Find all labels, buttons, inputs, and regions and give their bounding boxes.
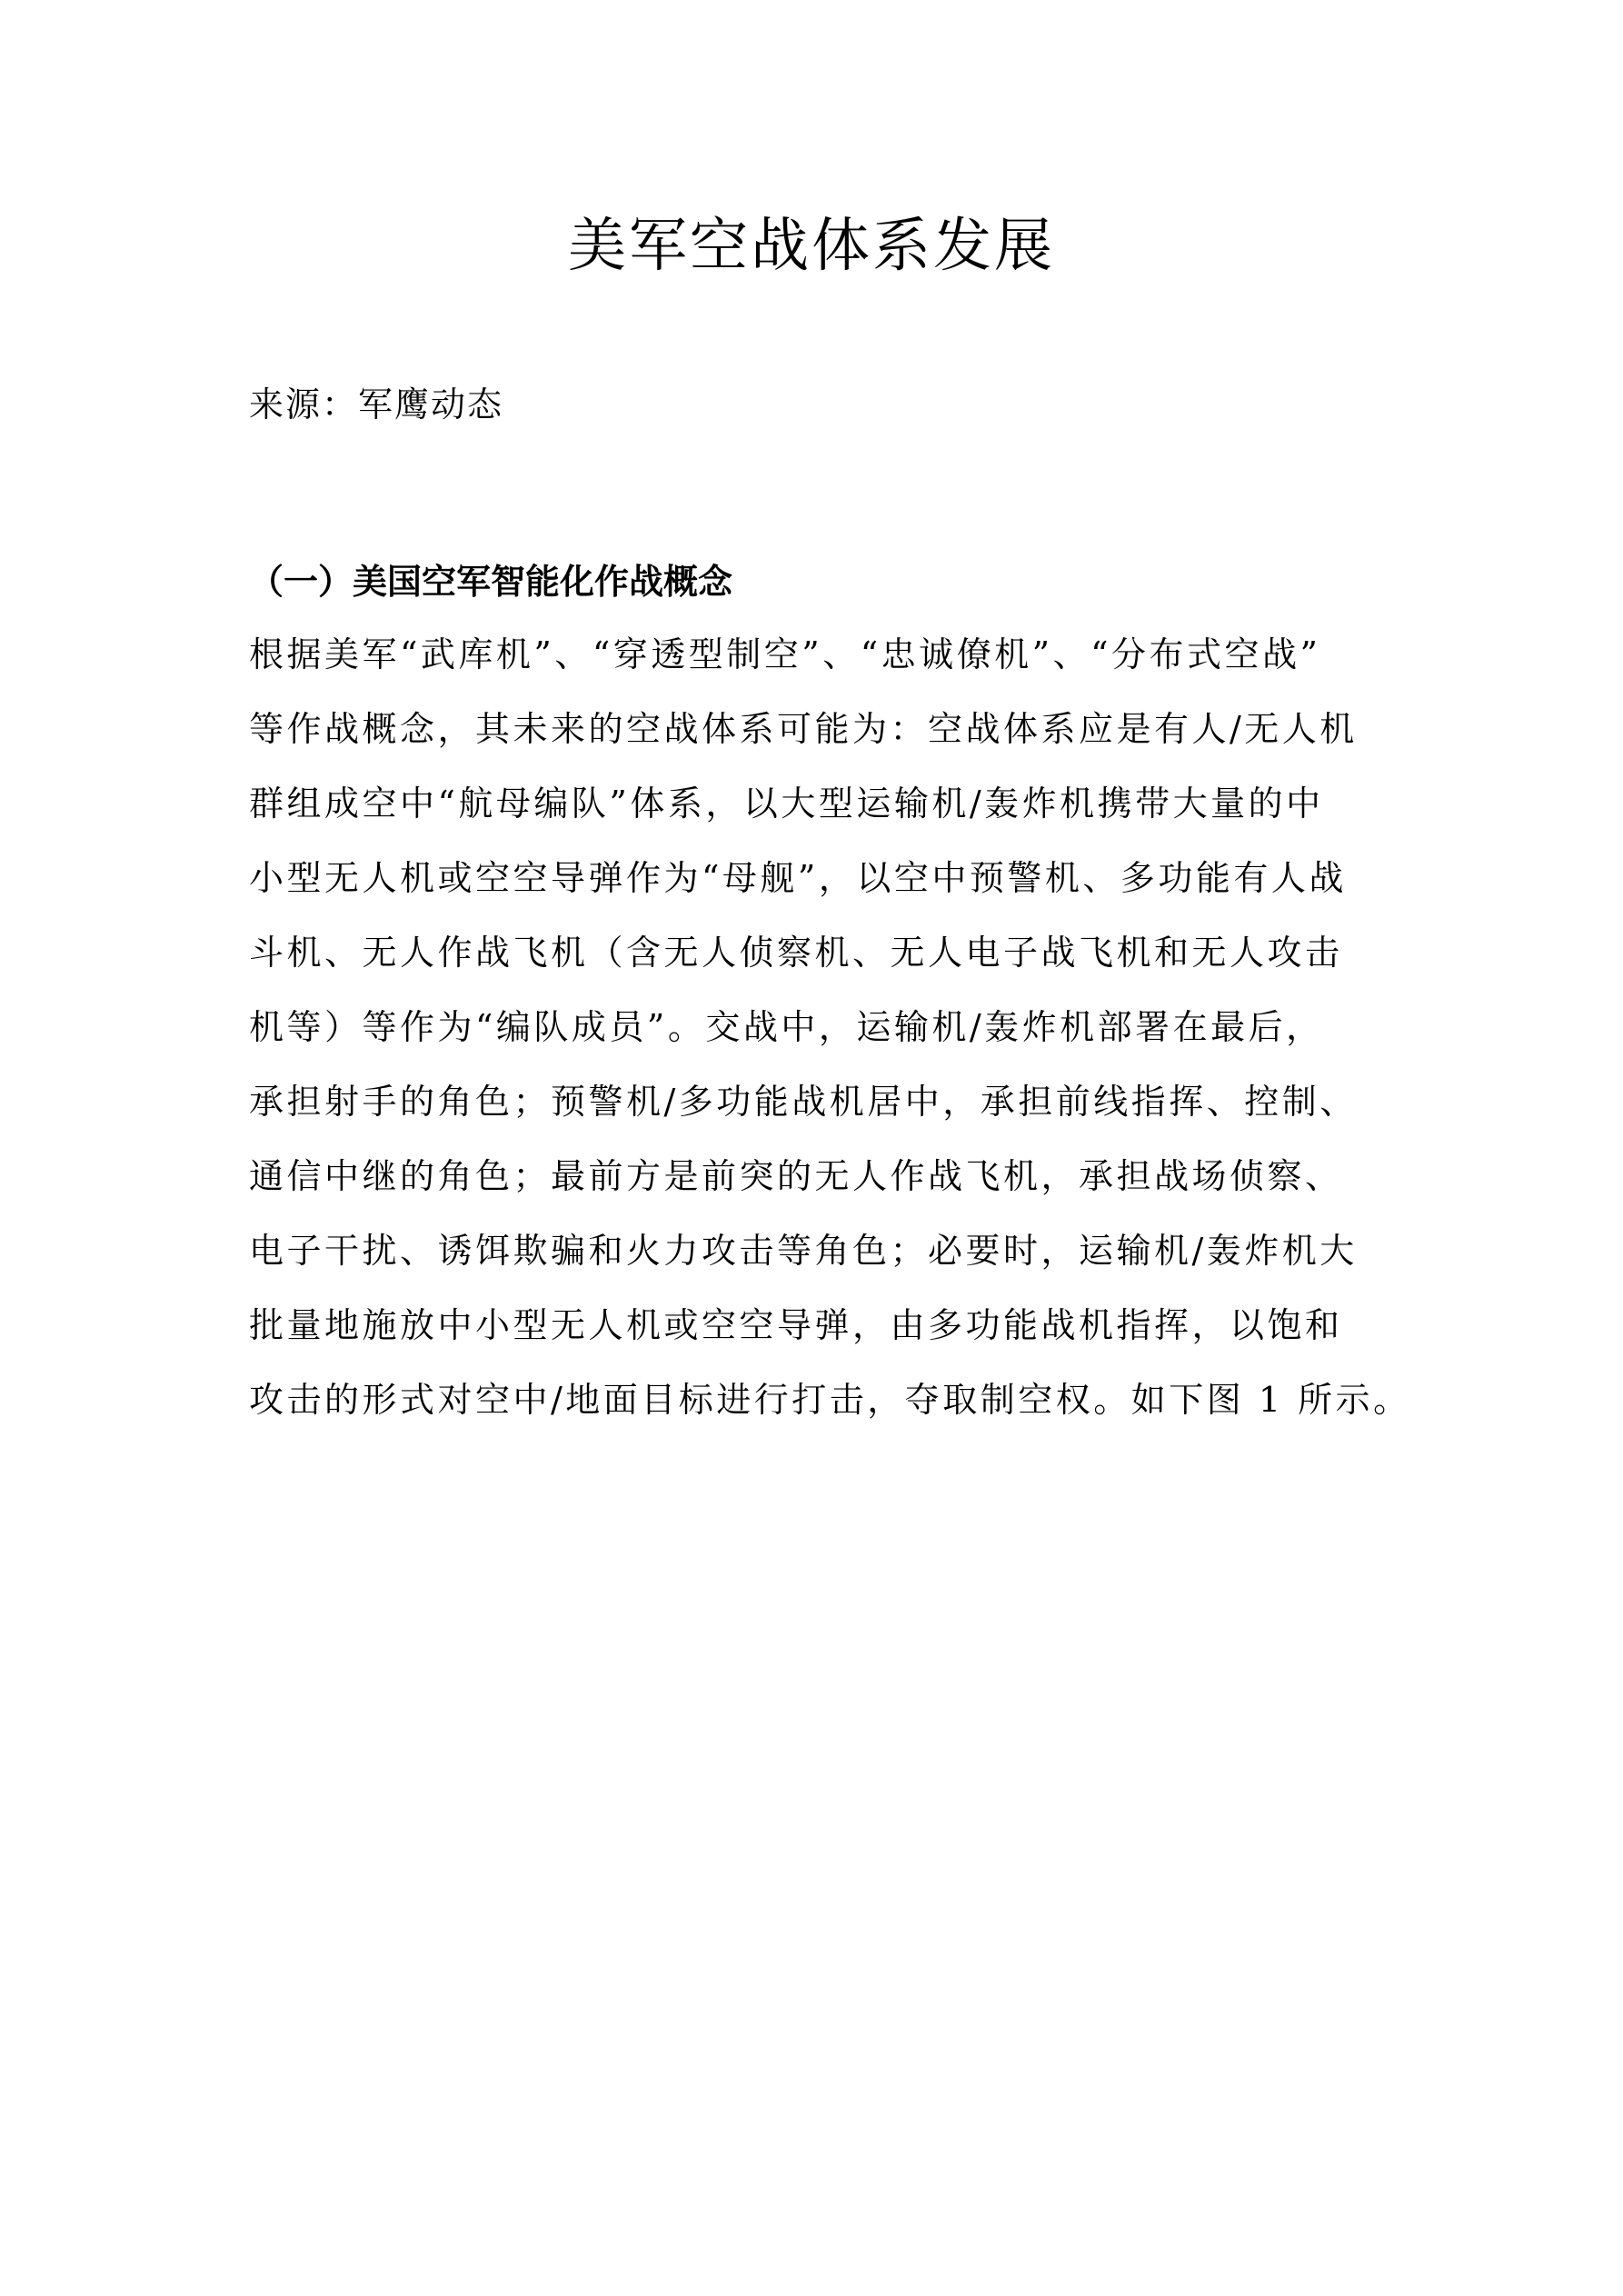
body-line: 电子干扰、诱饵欺骗和火力攻击等角色；必要时，运输机/轰炸机大 [249, 1231, 1358, 1271]
source-line: 来源：军鹰动态 [249, 384, 504, 424]
body-line: 机等）等作为“编队成员”。交战中，运输机/轰炸机部署在最后， [249, 1007, 1324, 1047]
body-line: 斗机、无人作战飞机（含无人侦察机、无人电子战飞机和无人攻击 [249, 933, 1343, 973]
section-heading: （一）美国空军智能化作战概念 [249, 562, 733, 602]
body-line: 小型无人机或空空导弹作为“母舰”，以空中预警机、多功能有人战 [249, 858, 1347, 898]
body-line: 批量地施放中小型无人机或空空导弹，由多功能战机指挥，以饱和 [249, 1305, 1343, 1345]
body-line: 根据美军“武库机”、“穿透型制空”、“忠诚僚机”、“分布式空战” [249, 634, 1321, 674]
body-line: 攻击的形式对空中/地面目标进行打击，夺取制空权。如下图 1 所示。 [249, 1380, 1411, 1420]
document-title: 美军空战体系发展 [568, 213, 1055, 280]
body-line: 等作战概念，其未来的空战体系可能为：空战体系应是有人/无人机 [249, 709, 1358, 749]
body-paragraph [249, 627, 1430, 1447]
body-line: 承担射手的角色；预警机/多功能战机居中，承担前线指挥、控制、 [249, 1082, 1358, 1122]
body-line: 通信中继的角色；最前方是前突的无人作战飞机，承担战场侦察、 [249, 1156, 1343, 1196]
body-line: 群组成空中“航母编队”体系，以大型运输机/轰炸机携带大量的中 [249, 784, 1324, 824]
